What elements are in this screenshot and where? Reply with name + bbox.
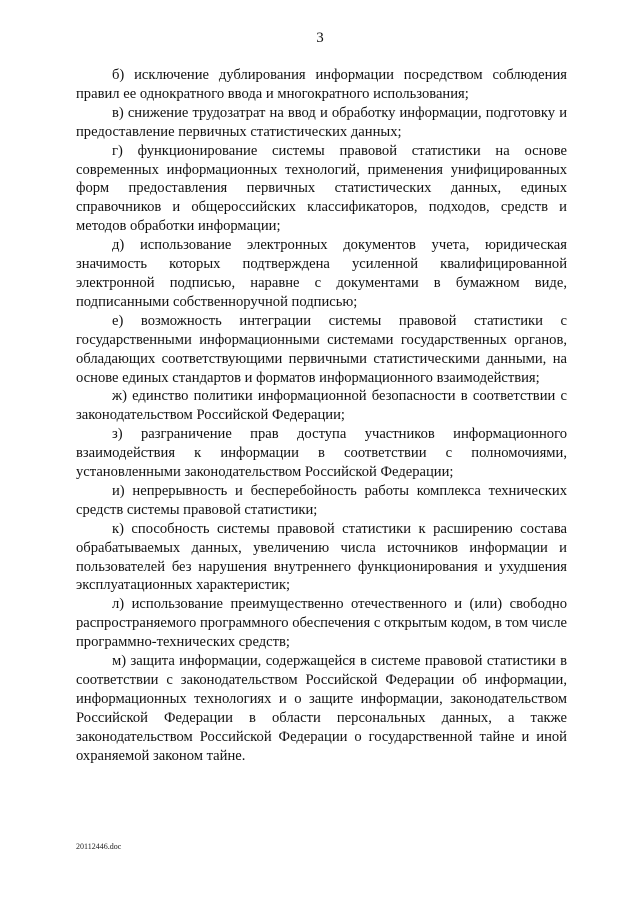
- paragraph-k: к) способность системы правовой статистики к расширению состава обрабатываемых данных, увеличению числа источников информации и пользователей без нарушения внутреннего функционирования и ухудшения эксплуатационных характеристик;: [76, 520, 567, 594]
- paragraph-g: г) функционирование системы правовой статистики на основе современных информационных технологий, применения унифицированных форм предоставления первичных статистических данных, единых справочников и общероссийских классификаторов, подходов, средств и методов обработки информации;: [76, 142, 567, 235]
- paragraph-z: з) разграничение прав доступа участников информационного взаимодействия к информации в соответствии с полномочиями, установленными законодательством Российской Федерации;: [76, 426, 567, 481]
- document-body: [76, 66, 567, 766]
- paragraph-d: д) использование электронных документов учета, юридическая значимость которых подтверждена усиленной квалифицированной электронной подписью, наравне с документами в бумажном виде, подписанными собственноручной подписью;: [76, 237, 567, 310]
- paragraph-zh: ж) единство политики информационной безопасности в соответствии с законодательством Российской Федерации;: [76, 388, 567, 424]
- page-number: 3: [316, 30, 324, 46]
- paragraph-i: и) непрерывность и бесперебойность работы комплекса технических средств системы правовой статистики;: [76, 482, 567, 518]
- paragraph-b: б) исключение дублирования информации посредством соблюдения правил ее однократного ввода и многократного использования;: [76, 67, 567, 102]
- paragraph-v: в) снижение трудозатрат на ввод и обработку информации, подготовку и предоставление первичных статистических данных;: [76, 104, 567, 140]
- paragraph-l: л) использование преимущественно отечественного и (или) свободно распространяемого программного обеспечения с открытым кодом, в том числе программно-технических средств;: [76, 596, 567, 651]
- footer-filename: 20112446.doc: [76, 842, 122, 851]
- paragraph-m: м) защита информации, содержащейся в системе правовой статистики в соответствии с законодательством Российской Федерации об информации, информационных технологиях и о защите информации, законодательством Российской Федерации в области персональных данных, а также законодательством Российской Федерации о государственной тайне и иной охраняемой законом тайне.: [76, 653, 567, 764]
- paragraph-e: е) возможность интеграции системы правовой статистики с государственными информационными системами государственных органов, обладающих соответствующими первичными статистическими данными, на основе единых стандартов и форматов информационного взаимодействия;: [76, 312, 567, 386]
